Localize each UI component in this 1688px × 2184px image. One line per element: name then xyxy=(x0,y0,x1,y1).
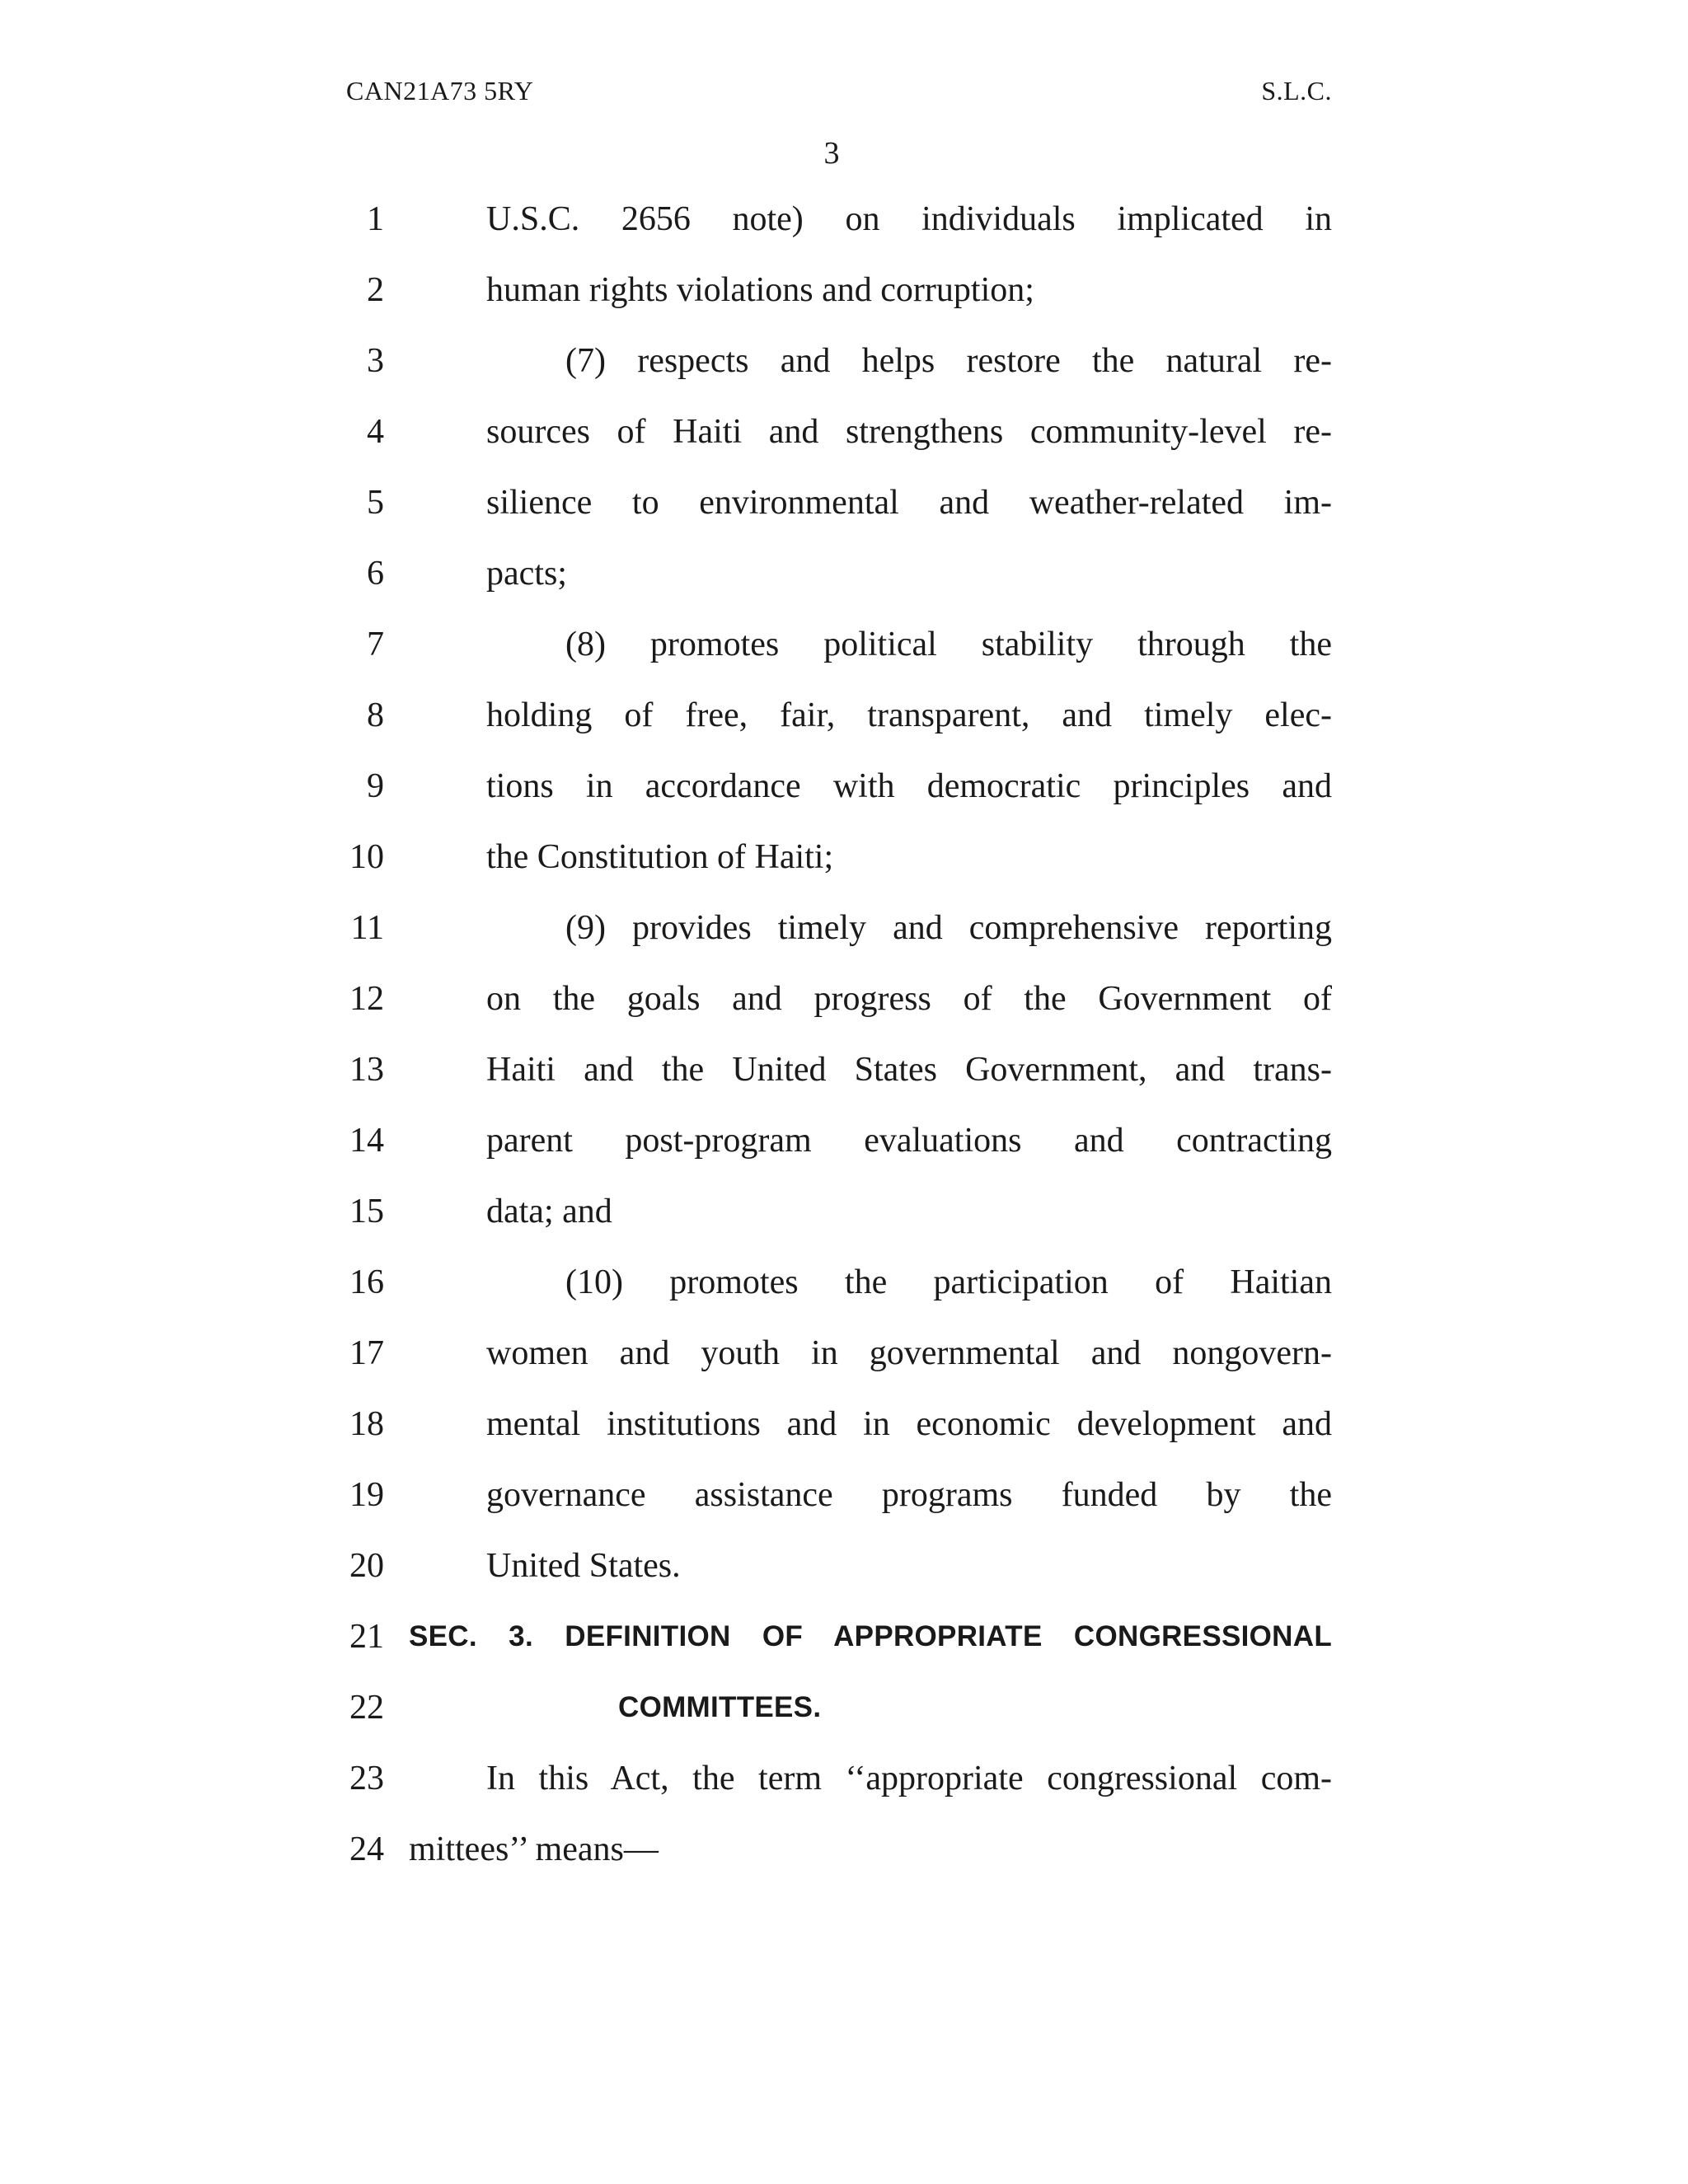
line-1 xyxy=(0,194,1688,265)
line-text: United States. xyxy=(486,1547,681,1585)
line-number: 6 xyxy=(367,555,384,593)
line-number: 10 xyxy=(349,838,384,876)
line-15 xyxy=(0,1187,1688,1258)
line-number: 20 xyxy=(349,1547,384,1585)
line-23 xyxy=(0,1754,1688,1825)
line-number: 22 xyxy=(349,1689,384,1727)
line-number: 1 xyxy=(367,200,384,238)
line-number: 15 xyxy=(349,1193,384,1230)
document-code: S.L.C. xyxy=(1261,76,1332,105)
line-number: 21 xyxy=(349,1618,384,1656)
line-text: Haiti and the United States Government, and trans- xyxy=(486,1051,1332,1089)
line-number: 7 xyxy=(367,626,384,663)
line-text: holding of free, fair, transparent, and timely elec- xyxy=(486,696,1332,734)
line-22 xyxy=(0,1683,1688,1754)
line-12 xyxy=(0,974,1688,1045)
line-text: on the goals and progress of the Government of xyxy=(486,980,1332,1018)
line-20 xyxy=(0,1541,1688,1612)
line-text: human rights violations and corruption; xyxy=(486,271,1034,309)
line-number: 14 xyxy=(349,1122,384,1160)
line-number: 3 xyxy=(367,342,384,380)
line-18 xyxy=(0,1399,1688,1470)
line-24 xyxy=(0,1825,1688,1896)
line-19 xyxy=(0,1470,1688,1541)
line-number: 5 xyxy=(367,484,384,522)
line-text: U.S.C. 2656 note) on individuals implicated in xyxy=(486,200,1332,238)
line-number: 9 xyxy=(367,767,384,805)
line-14 xyxy=(0,1116,1688,1187)
line-8 xyxy=(0,691,1688,762)
page-number: 3 xyxy=(823,136,840,171)
line-number: 13 xyxy=(349,1051,384,1089)
section-heading: SEC. 3. DEFINITION OF APPROPRIATE CONGRESSIONAL xyxy=(409,1620,1332,1652)
line-text: mittees’’ means— xyxy=(409,1830,659,1868)
line-3 xyxy=(0,336,1688,407)
line-17 xyxy=(0,1329,1688,1399)
section-heading-continued: COMMITTEES. xyxy=(618,1691,822,1723)
line-text: mental institutions and in economic development and xyxy=(486,1405,1332,1443)
line-number: 19 xyxy=(349,1476,384,1514)
line-number: 12 xyxy=(349,980,384,1018)
line-text: governance assistance programs funded by the xyxy=(486,1476,1332,1514)
line-text: (8) promotes political stability through the xyxy=(565,626,1332,663)
line-7 xyxy=(0,620,1688,691)
line-number: 8 xyxy=(367,696,384,734)
line-13 xyxy=(0,1045,1688,1116)
line-2 xyxy=(0,265,1688,336)
line-number: 23 xyxy=(349,1760,384,1797)
line-text: (9) provides timely and comprehensive reporting xyxy=(565,909,1332,947)
line-number: 18 xyxy=(349,1405,384,1443)
line-text: the Constitution of Haiti; xyxy=(486,838,834,876)
line-number: 2 xyxy=(367,271,384,309)
line-number: 4 xyxy=(367,413,384,451)
line-number: 11 xyxy=(350,909,384,947)
line-text: parent post-program evaluations and contracting xyxy=(486,1122,1332,1160)
line-10 xyxy=(0,832,1688,903)
line-text: (7) respects and helps restore the natural re- xyxy=(565,342,1332,380)
line-number: 24 xyxy=(349,1830,384,1868)
line-5 xyxy=(0,478,1688,549)
line-4 xyxy=(0,407,1688,478)
line-6 xyxy=(0,549,1688,620)
line-text: data; and xyxy=(486,1193,612,1230)
line-11 xyxy=(0,903,1688,974)
line-number: 16 xyxy=(349,1263,384,1301)
line-text: sources of Haiti and strengthens community-level re- xyxy=(486,413,1332,451)
bill-text xyxy=(0,194,1688,1896)
line-16 xyxy=(0,1258,1688,1329)
line-text: women and youth in governmental and nongovern- xyxy=(486,1334,1332,1372)
line-text: tions in accordance with democratic principles and xyxy=(486,767,1332,805)
line-text: pacts; xyxy=(486,555,567,593)
line-number: 17 xyxy=(349,1334,384,1372)
line-9 xyxy=(0,762,1688,832)
document-id: CAN21A73 5RY xyxy=(346,76,534,105)
line-text: (10) promotes the participation of Haitian xyxy=(565,1263,1332,1301)
line-text: In this Act, the term ‘‘appropriate congressional com- xyxy=(486,1760,1332,1797)
line-21 xyxy=(0,1612,1688,1683)
line-text: silience to environmental and weather-related im- xyxy=(486,484,1332,522)
